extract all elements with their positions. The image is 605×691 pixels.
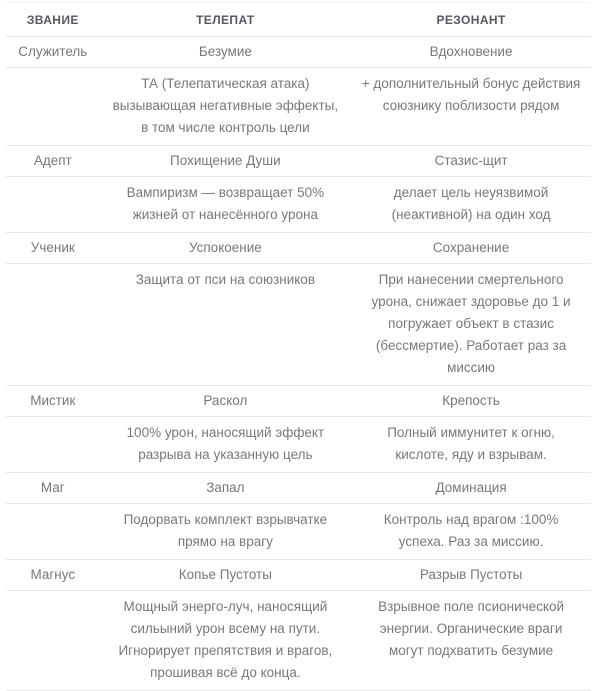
rank-name: Маг (6, 473, 100, 504)
telepath-ability-desc: Мощный энерго-луч, наносящий сильыний урон всему на пути. Игнорирует препятствия и врагов, прошивая всё до конца. (100, 591, 352, 691)
resonant-ability-name: Разрыв Пустоты (351, 560, 591, 591)
telepath-ability-name: Копье Пустоты (100, 560, 352, 591)
resonant-ability-desc: При нанесении смертельного урона, снижает здоровье до 1 и погружает объект в стазис (бессмертие). Работает раз за миссию (351, 264, 591, 386)
table-row (6, 591, 591, 691)
table-row (6, 37, 591, 68)
table-row (6, 560, 591, 591)
rank-name: Магнус (6, 560, 100, 591)
resonant-ability-desc: Взрывное поле псионической энергии. Органические враги могут подхватить безумие (351, 591, 591, 691)
resonant-ability-desc: делает цель неуязвимой (неактивной) на один ход (351, 177, 591, 233)
table-header-row (6, 3, 591, 37)
telepath-ability-desc: Вампиризм — возвращает 50% жизней от нанесённого урона (100, 177, 352, 233)
resonant-ability-desc: Полный иммунитет к огню, кислоте, яду и взрывам. (351, 417, 591, 473)
table-row (6, 386, 591, 417)
column-header-rank: ЗВАНИЕ (6, 3, 100, 37)
telepath-ability-name: Похищение Души (100, 146, 352, 177)
table-row (6, 417, 591, 473)
resonant-ability-name: Вдохновение (351, 37, 591, 68)
rank-empty-cell (6, 504, 100, 560)
resonant-ability-desc: Контроль над врагом :100% успеха. Раз за миссию. (351, 504, 591, 560)
telepath-ability-name: Успокоение (100, 233, 352, 264)
resonant-ability-name: Доминация (351, 473, 591, 504)
table-row (6, 177, 591, 233)
rank-empty-cell (6, 417, 100, 473)
telepath-ability-desc: Подорвать комплект взрывчатке прямо на врагу (100, 504, 352, 560)
resonant-ability-name: Стазис-щит (351, 146, 591, 177)
rank-name: Адепт (6, 146, 100, 177)
telepath-ability-desc: ТА (Телепатическая атака) вызывающая негативные эффекты, в том числе контроль цели (100, 68, 352, 146)
rank-name: Служитель (6, 37, 100, 68)
resonant-ability-name: Крепость (351, 386, 591, 417)
resonant-ability-desc: + дополнительный бонус действия союзнику поблизости рядом (351, 68, 591, 146)
table-row (6, 473, 591, 504)
table-row (6, 68, 591, 146)
table-row (6, 146, 591, 177)
table-row (6, 233, 591, 264)
column-header-resonant: РЕЗОНАНТ (351, 3, 591, 37)
column-header-telepath: ТЕЛЕПАТ (100, 3, 352, 37)
rank-empty-cell (6, 68, 100, 146)
telepath-ability-desc: Защита от пси на союзников (100, 264, 352, 386)
telepath-ability-name: Запал (100, 473, 352, 504)
telepath-ability-name: Раскол (100, 386, 352, 417)
rank-empty-cell (6, 591, 100, 691)
table-row (6, 264, 591, 386)
rank-empty-cell (6, 177, 100, 233)
rank-name: Мистик (6, 386, 100, 417)
telepath-ability-name: Безумие (100, 37, 352, 68)
telepath-ability-desc: 100% урон, наносящий эффект разрыва на указанную цель (100, 417, 352, 473)
psi-class-abilities-table (6, 2, 591, 691)
rank-name: Ученик (6, 233, 100, 264)
rank-empty-cell (6, 264, 100, 386)
table-row (6, 504, 591, 560)
resonant-ability-name: Сохранение (351, 233, 591, 264)
